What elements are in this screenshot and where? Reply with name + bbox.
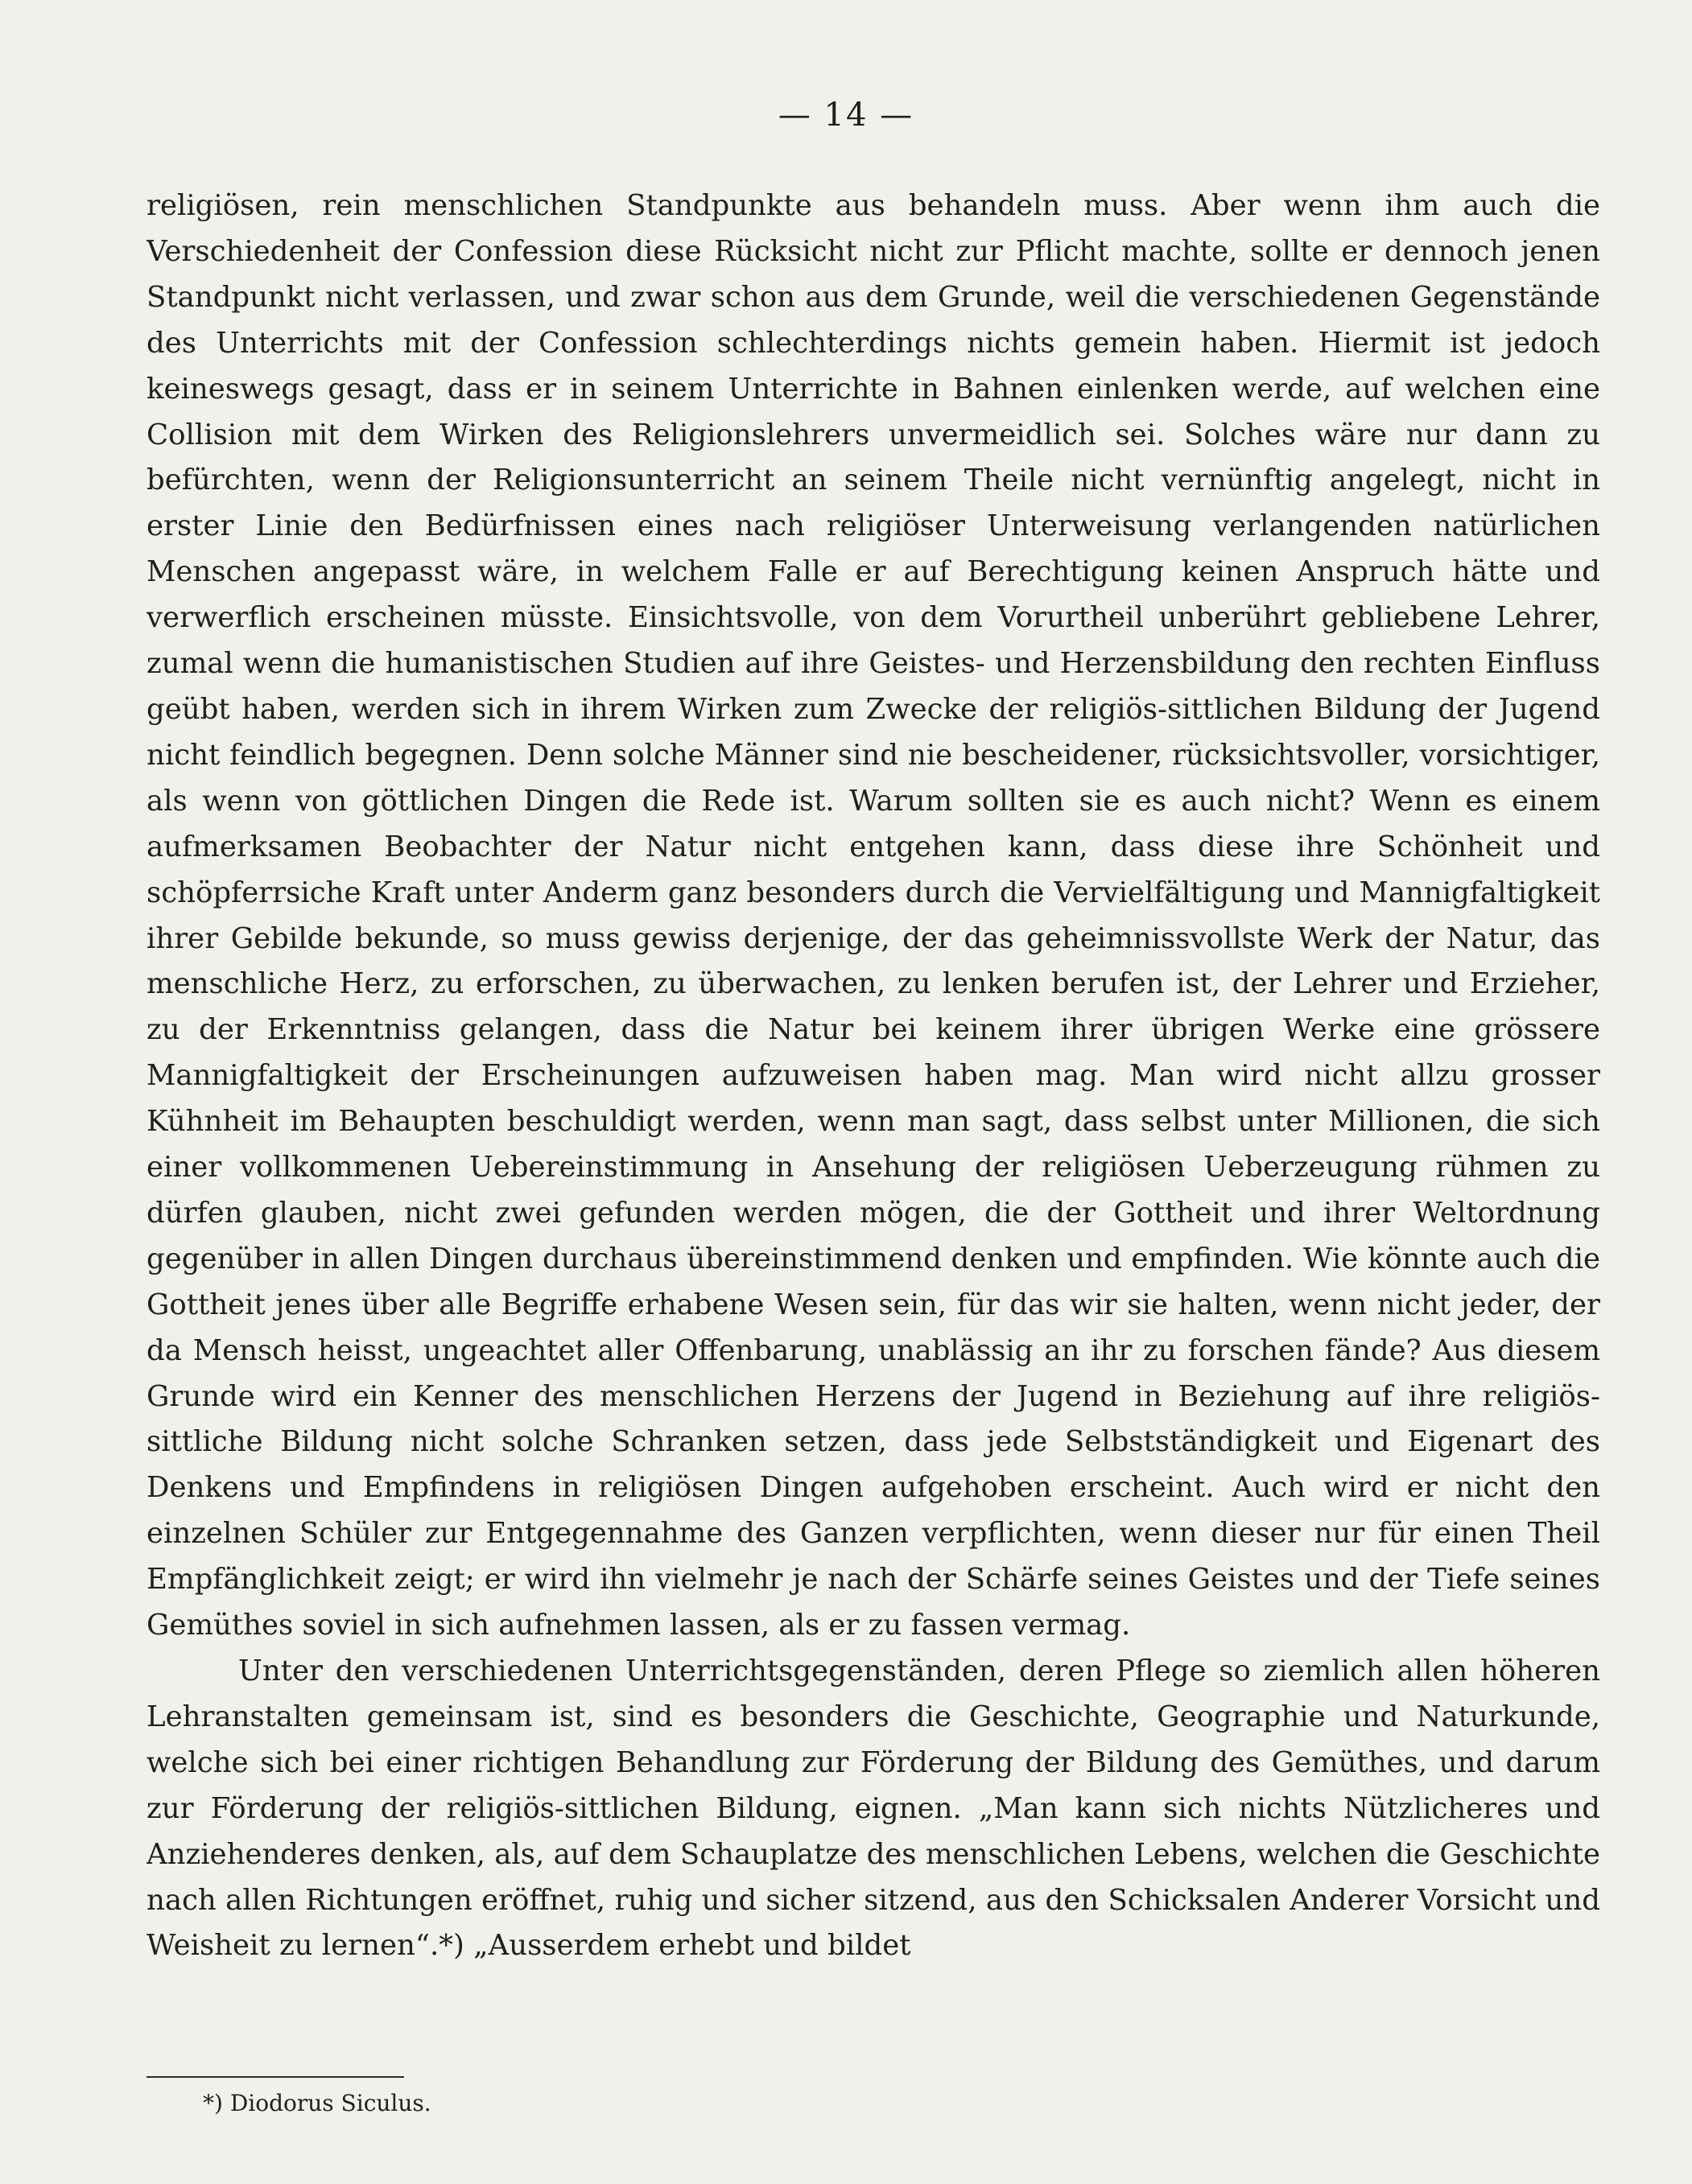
paragraph-continued: religiösen, rein menschlichen Standpunkte aus behandeln muss. Aber wenn ihm auch die Verschiedenheit der Confession diese Rücksicht nicht zur Pflicht machte, sollte er dennoch jenen Standpunkt nicht verlassen, und zwar schon aus dem Grunde, weil die verschiedenen Gegenstände des Unterrichts mit der Confession schlechterdings nichts gemein haben. Hiermit ist jedoch keineswegs gesagt, dass er in seinem Unterrichte in Bahnen einlenken werde, auf welchen eine Collision mit dem Wirken des Religionslehrers unvermeidlich sei. Solches wäre nur dann zu befürchten, wenn der Religionsunterricht an seinem Theile nicht vernünftig angelegt, nicht in erster Linie den Bedürfnissen eines nach religiöser Unterweisung verlangenden natürlichen Menschen angepasst wäre, in welchem Falle er auf Berechtigung keinen Anspruch hätte und verwerflich erscheinen müsste. Einsichtsvolle, von dem Vorurtheil unberührt gebliebene Lehrer, zumal wenn die humanistischen Studien auf ihre Geistes- und Herzensbildung den rechten Einfluss geübt haben, werden sich in ihrem Wirken zum Zwecke der religiös-sittlichen Bildung der Jugend nicht feindlich begegnen. Denn solche Männer sind nie bescheidener, rücksichtsvoller, vorsichtiger, als wenn von göttlichen Dingen die Rede ist. Warum sollten sie es auch nicht? Wenn es einem aufmerksamen Beobachter der Natur nicht entgehen kann, dass diese ihre Schönheit und schöpferrsiche Kraft unter Anderm ganz besonders durch die Vervielfältigung und Mannigfaltigkeit ihrer Gebilde bekunde, so muss gewiss derjenige, der das geheimnissvollste Werk der Natur, das menschliche Herz, zu erforschen, zu überwachen, zu lenken berufen ist, der Lehrer und Erzieher, zu der Erkenntniss gelangen, dass die Natur bei keinem ihrer übrigen Werke eine grössere Mannigfaltigkeit der Erscheinungen aufzuweisen haben mag. Man wird nicht allzu grosser Kühnheit im Behaupten beschuldigt werden, wenn man sagt, dass selbst unter Millionen, die sich einer vollkommenen Uebereinstimmung in Ansehung der religiösen Ueberzeugung rühmen zu dürfen glauben, nicht zwei gefunden werden mögen, die der Gottheit und ihrer Weltordnung gegenüber in allen Dingen durchaus übereinstimmend denken und empfinden. Wie könnte auch die Gottheit jenes über alle Begriffe erhabene Wesen sein, für das wir sie halten, wenn nicht jeder, der da Mensch heisst, ungeachtet aller Offenbarung, unablässig an ihr zu forschen fände? Aus diesem Grunde wird ein Kenner des menschlichen Herzens der Jugend in Beziehung auf ihre religiös-sittliche Bildung nicht solche Schranken setzen, dass jede Selbstständigkeit und Eigenart des Denkens und Empfindens in religiösen Dingen aufgehoben erscheint. Auch wird er nicht den einzelnen Schüler zur Entgegennahme des Ganzen verpflichten, wenn dieser nur für einen Theil Empfänglichkeit zeigt; er wird ihn vielmehr je nach der Schärfe seines Geistes und der Tiefe seines Gemüthes soviel in sich aufnehmen lassen, als er zu fassen vermag.	[147, 189, 1600, 1642]
page-number: — 14 —	[778, 97, 914, 134]
main-text	[147, 183, 1600, 1978]
footnote: *) Diodorus Siculus.	[203, 2090, 431, 2116]
footnote-divider	[147, 2076, 404, 2078]
paragraph-unterrichtsgegenstaende: Unter den verschiedenen Unterrichtsgegenständen, deren Pflege so ziemlich allen höheren Lehranstalten gemeinsam ist, sind es besonders die Geschichte, Geographie und Naturkunde, welche sich bei einer richtigen Behandlung zur Förderung der Bildung des Gemüthes, und darum zur Förderung der religiös-sittlichen Bildung, eignen. „Man kann sich nichts Nützlicheres und Anziehenderes denken, als, auf dem Schauplatze des menschlichen Lebens, welchen die Geschichte nach allen Richtungen eröffnet, ruhig und sicher sitzend, aus den Schicksalen Anderer Vorsicht und Weisheit zu lernen“.*) „Ausserdem erhebt und bildet	[147, 1654, 1600, 1963]
